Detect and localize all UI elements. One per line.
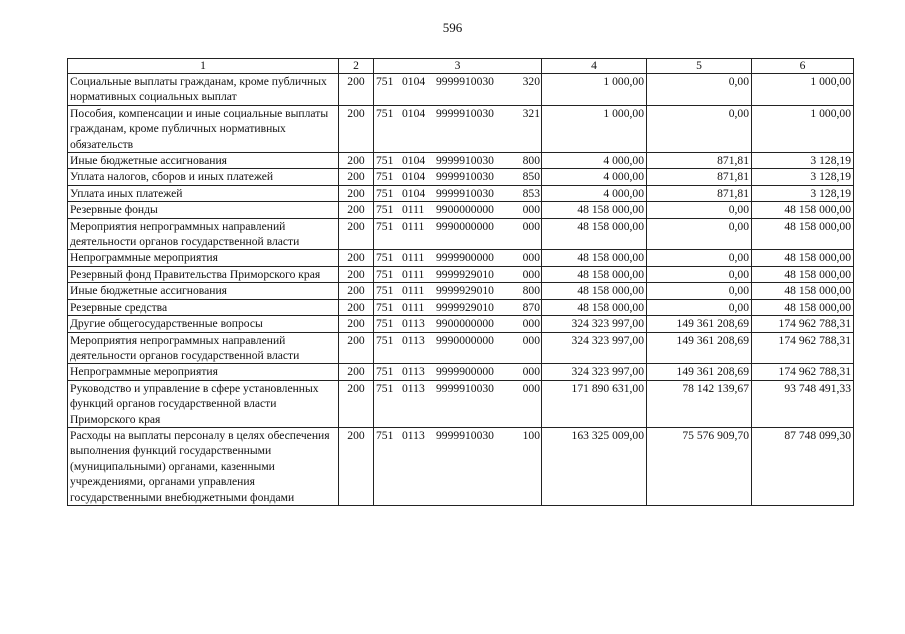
ministry-code: 751 bbox=[376, 251, 394, 265]
amount-col-4: 48 158 000,00 bbox=[542, 202, 647, 218]
amount-col-4: 48 158 000,00 bbox=[542, 266, 647, 282]
amount-col-6: 174 962 788,31 bbox=[752, 332, 854, 364]
section-code: 0104 bbox=[402, 75, 426, 88]
table-row bbox=[68, 74, 854, 106]
amount-col-6: 48 158 000,00 bbox=[752, 250, 854, 266]
expense-name: Пособия, компенсации и иные социальные выплаты гражданам, кроме публичных нормативных обязательств bbox=[68, 105, 339, 152]
expense-type-code: 000 bbox=[522, 267, 540, 281]
code-col-2: 200 bbox=[339, 105, 374, 152]
section-code: 0111 bbox=[402, 203, 425, 217]
section-code: 0104 bbox=[402, 154, 426, 168]
code-col-2: 200 bbox=[339, 299, 374, 315]
expense-name: Мероприятия непрограммных направлений деятельности органов государственной власти bbox=[68, 332, 339, 364]
amount-col-5: 149 361 208,69 bbox=[647, 316, 752, 332]
section-code: 0111 bbox=[402, 219, 425, 233]
ministry-code: 751 bbox=[376, 267, 394, 281]
header-col-4: 4 bbox=[542, 59, 647, 74]
amount-col-5: 78 142 139,67 bbox=[647, 380, 752, 427]
target-code: 9999929010 bbox=[436, 300, 494, 314]
table-row bbox=[68, 332, 854, 364]
table-row bbox=[68, 427, 854, 505]
amount-col-4: 324 323 997,00 bbox=[542, 332, 647, 364]
amount-col-4: 48 158 000,00 bbox=[542, 218, 647, 250]
amount-col-6: 48 158 000,00 bbox=[752, 218, 854, 250]
amount-col-5: 0,00 bbox=[647, 266, 752, 282]
target-code: 9999910030 bbox=[436, 186, 494, 200]
classification-code bbox=[374, 153, 542, 169]
amount-col-5: 0,00 bbox=[647, 283, 752, 299]
code-col-2: 200 bbox=[339, 202, 374, 218]
expense-type-code: 100 bbox=[522, 428, 540, 442]
table-row bbox=[68, 218, 854, 250]
section-code: 0111 bbox=[402, 284, 425, 298]
amount-col-6: 174 962 788,31 bbox=[752, 364, 854, 380]
code-col-2: 200 bbox=[339, 250, 374, 266]
expense-type-code: 870 bbox=[522, 300, 540, 314]
amount-col-6: 3 128,19 bbox=[752, 185, 854, 201]
code-col-2: 200 bbox=[339, 153, 374, 169]
expense-type-code: 000 bbox=[522, 317, 540, 331]
classification-code bbox=[374, 74, 542, 106]
ministry-code: 751 bbox=[376, 203, 394, 217]
amount-col-4: 1 000,00 bbox=[542, 74, 647, 106]
amount-col-6: 87 748 099,30 bbox=[752, 427, 854, 505]
amount-col-5: 0,00 bbox=[647, 250, 752, 266]
amount-col-6: 48 158 000,00 bbox=[752, 266, 854, 282]
amount-col-4: 4 000,00 bbox=[542, 185, 647, 201]
expense-type-code: 850 bbox=[522, 170, 540, 184]
expense-type-code: 000 bbox=[522, 251, 540, 265]
code-col-2: 200 bbox=[339, 316, 374, 332]
amount-col-5: 0,00 bbox=[647, 299, 752, 315]
section-code: 0111 bbox=[402, 300, 425, 314]
ministry-code: 751 bbox=[376, 170, 394, 184]
expense-type-code: 800 bbox=[522, 284, 540, 298]
classification-code bbox=[374, 364, 542, 380]
classification-code bbox=[374, 283, 542, 299]
expense-type-code: 853 bbox=[522, 186, 540, 200]
amount-col-5: 871,81 bbox=[647, 185, 752, 201]
table-row bbox=[68, 185, 854, 201]
section-code: 0113 bbox=[402, 317, 425, 331]
page-number: 596 bbox=[442, 20, 463, 35]
classification-code bbox=[374, 202, 542, 218]
amount-col-4: 4 000,00 bbox=[542, 169, 647, 185]
target-code: 9999910030 bbox=[436, 428, 494, 442]
section-code: 0104 bbox=[402, 106, 426, 120]
code-col-2: 200 bbox=[339, 364, 374, 380]
table-row bbox=[68, 153, 854, 169]
classification-code bbox=[374, 185, 542, 201]
amount-col-6: 3 128,19 bbox=[752, 153, 854, 169]
table-body bbox=[68, 74, 854, 506]
header-col-2: 2 bbox=[339, 59, 374, 74]
table-row bbox=[68, 364, 854, 380]
table-row bbox=[68, 202, 854, 218]
expense-type-code: 800 bbox=[522, 154, 540, 168]
amount-col-6: 48 158 000,00 bbox=[752, 283, 854, 299]
amount-col-4: 1 000,00 bbox=[542, 105, 647, 152]
expense-name: Резервные фонды bbox=[68, 202, 339, 218]
classification-code bbox=[374, 380, 542, 427]
section-code: 0111 bbox=[402, 251, 425, 265]
code-col-2: 200 bbox=[339, 332, 374, 364]
classification-code bbox=[374, 316, 542, 332]
header-col-3: 3 bbox=[374, 59, 542, 74]
target-code: 9999900000 bbox=[436, 251, 494, 265]
target-code: 9900000000 bbox=[436, 203, 494, 217]
expense-type-code: 000 bbox=[522, 219, 540, 233]
expense-type-code: 000 bbox=[522, 333, 540, 347]
ministry-code: 751 bbox=[376, 106, 394, 120]
ministry-code: 751 bbox=[376, 381, 394, 395]
table-row bbox=[68, 250, 854, 266]
section-code: 0113 bbox=[402, 365, 425, 379]
amount-col-6: 1 000,00 bbox=[752, 74, 854, 106]
classification-code bbox=[374, 427, 542, 505]
amount-col-4: 324 323 997,00 bbox=[542, 316, 647, 332]
table-row bbox=[68, 105, 854, 152]
target-code: 9900000000 bbox=[436, 317, 494, 331]
amount-col-6: 93 748 491,33 bbox=[752, 380, 854, 427]
expense-type-code: 320 bbox=[522, 75, 540, 88]
target-code: 9999910030 bbox=[436, 170, 494, 184]
code-col-2: 200 bbox=[339, 427, 374, 505]
amount-col-6: 48 158 000,00 bbox=[752, 202, 854, 218]
budget-table bbox=[67, 58, 854, 506]
code-col-2: 200 bbox=[339, 283, 374, 299]
expense-name: Мероприятия непрограммных направлений деятельности органов государственной власти bbox=[68, 218, 339, 250]
classification-code bbox=[374, 218, 542, 250]
amount-col-4: 171 890 631,00 bbox=[542, 380, 647, 427]
amount-col-5: 149 361 208,69 bbox=[647, 364, 752, 380]
target-code: 9999910030 bbox=[436, 75, 494, 88]
target-code: 9999929010 bbox=[436, 284, 494, 298]
section-code: 0113 bbox=[402, 381, 425, 395]
expense-name: Непрограммные мероприятия bbox=[68, 250, 339, 266]
amount-col-6: 1 000,00 bbox=[752, 105, 854, 152]
table-row bbox=[68, 283, 854, 299]
ministry-code: 751 bbox=[376, 333, 394, 347]
expense-name: Другие общегосударственные вопросы bbox=[68, 316, 339, 332]
expense-name: Непрограммные мероприятия bbox=[68, 364, 339, 380]
section-code: 0111 bbox=[402, 267, 425, 281]
amount-col-4: 48 158 000,00 bbox=[542, 299, 647, 315]
expense-name: Руководство и управление в сфере установленных функций органов государственной власти Приморского края bbox=[68, 380, 339, 427]
target-code: 9990000000 bbox=[436, 219, 494, 233]
code-col-2: 200 bbox=[339, 169, 374, 185]
ministry-code: 751 bbox=[376, 219, 394, 233]
target-code: 9999900000 bbox=[436, 365, 494, 379]
expense-name: Иные бюджетные ассигнования bbox=[68, 153, 339, 169]
expense-name: Резервный фонд Правительства Приморского края bbox=[68, 266, 339, 282]
ministry-code: 751 bbox=[376, 317, 394, 331]
amount-col-5: 149 361 208,69 bbox=[647, 332, 752, 364]
section-code: 0104 bbox=[402, 186, 426, 200]
amount-col-5: 871,81 bbox=[647, 169, 752, 185]
target-code: 9999929010 bbox=[436, 267, 494, 281]
expense-name: Уплата иных платежей bbox=[68, 185, 339, 201]
amount-col-4: 4 000,00 bbox=[542, 153, 647, 169]
expense-name: Уплата налогов, сборов и иных платежей bbox=[68, 169, 339, 185]
expense-type-code: 000 bbox=[522, 203, 540, 217]
ministry-code: 751 bbox=[376, 300, 394, 314]
expense-type-code: 321 bbox=[522, 106, 540, 120]
section-code: 0113 bbox=[402, 333, 425, 347]
expense-type-code: 000 bbox=[522, 365, 540, 379]
amount-col-5: 0,00 bbox=[647, 105, 752, 152]
amount-col-5: 0,00 bbox=[647, 218, 752, 250]
code-col-2: 200 bbox=[339, 185, 374, 201]
expense-name: Резервные средства bbox=[68, 299, 339, 315]
amount-col-5: 871,81 bbox=[647, 153, 752, 169]
code-col-2: 200 bbox=[339, 218, 374, 250]
header-row bbox=[68, 59, 854, 74]
table-row bbox=[68, 316, 854, 332]
ministry-code: 751 bbox=[376, 284, 394, 298]
table-row bbox=[68, 380, 854, 427]
target-code: 9999910030 bbox=[436, 106, 494, 120]
amount-col-4: 324 323 997,00 bbox=[542, 364, 647, 380]
expense-type-code: 000 bbox=[522, 381, 540, 395]
header-col-1: 1 bbox=[68, 59, 339, 74]
expense-name: Расходы на выплаты персоналу в целях обеспечения выполнения функций государственными (муниципальными) органами, казенными учреждениями, органами управления государственными внебюджетными фондами bbox=[68, 427, 339, 505]
amount-col-5: 0,00 bbox=[647, 202, 752, 218]
ministry-code: 751 bbox=[376, 428, 394, 442]
ministry-code: 751 bbox=[376, 75, 394, 88]
code-col-2: 200 bbox=[339, 74, 374, 106]
section-code: 0113 bbox=[402, 428, 425, 442]
amount-col-4: 48 158 000,00 bbox=[542, 283, 647, 299]
amount-col-4: 163 325 009,00 bbox=[542, 427, 647, 505]
expense-name: Иные бюджетные ассигнования bbox=[68, 283, 339, 299]
classification-code bbox=[374, 266, 542, 282]
amount-col-6: 174 962 788,31 bbox=[752, 316, 854, 332]
expense-name: Социальные выплаты гражданам, кроме публичных нормативных социальных выплат bbox=[68, 74, 339, 106]
target-code: 9999910030 bbox=[436, 381, 494, 395]
ministry-code: 751 bbox=[376, 186, 394, 200]
ministry-code: 751 bbox=[376, 365, 394, 379]
classification-code bbox=[374, 105, 542, 152]
amount-col-4: 48 158 000,00 bbox=[542, 250, 647, 266]
classification-code bbox=[374, 332, 542, 364]
code-col-2: 200 bbox=[339, 380, 374, 427]
ministry-code: 751 bbox=[376, 154, 394, 168]
amount-col-6: 3 128,19 bbox=[752, 169, 854, 185]
table-row bbox=[68, 266, 854, 282]
target-code: 9999910030 bbox=[436, 154, 494, 168]
classification-code bbox=[374, 169, 542, 185]
section-code: 0104 bbox=[402, 170, 426, 184]
code-col-2: 200 bbox=[339, 266, 374, 282]
classification-code bbox=[374, 299, 542, 315]
table-row bbox=[68, 169, 854, 185]
amount-col-6: 48 158 000,00 bbox=[752, 299, 854, 315]
amount-col-5: 0,00 bbox=[647, 74, 752, 106]
table-row bbox=[68, 299, 854, 315]
target-code: 9990000000 bbox=[436, 333, 494, 347]
header-col-6: 6 bbox=[752, 59, 854, 74]
header-col-5: 5 bbox=[647, 59, 752, 74]
classification-code bbox=[374, 250, 542, 266]
amount-col-5: 75 576 909,70 bbox=[647, 427, 752, 505]
